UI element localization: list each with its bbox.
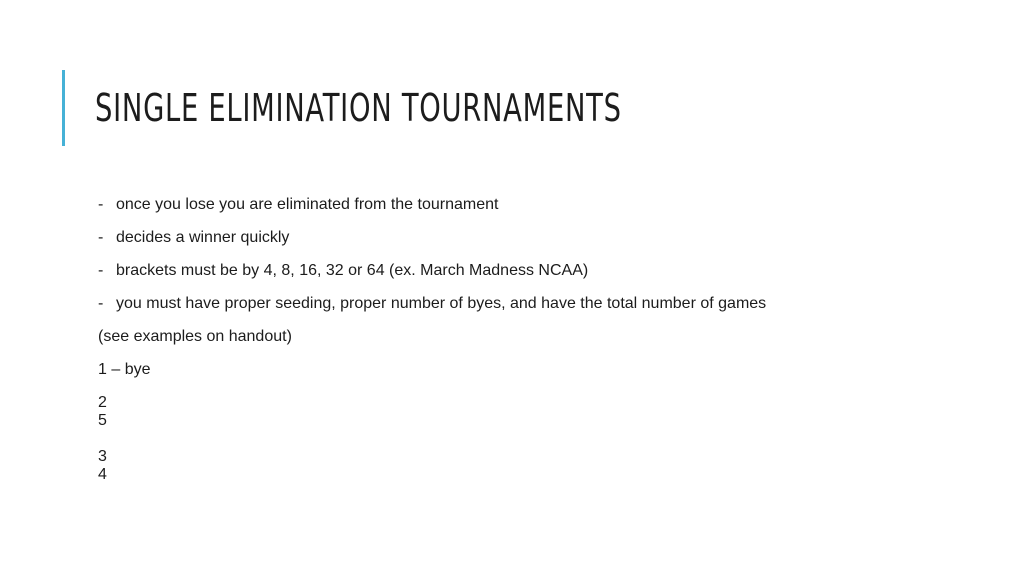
bullet-item xyxy=(98,221,978,254)
slide-title: SINGLE ELIMINATION TOURNAMENTS xyxy=(95,86,622,130)
bullet-marker: - xyxy=(98,196,104,213)
bullet-text: brackets must be by 4, 8, 16, 32 or 64 (ex. March Madness NCAA) xyxy=(116,262,589,279)
slide-body xyxy=(98,188,978,484)
bullet-text: once you lose you are eliminated from the tournament xyxy=(116,196,499,213)
seed-number: 5 xyxy=(98,412,107,429)
seed-number: 4 xyxy=(98,466,107,483)
bullet-text: decides a winner quickly xyxy=(116,229,290,246)
seed-number: 2 xyxy=(98,394,107,411)
title-accent-bar xyxy=(62,70,65,146)
matchup-pair xyxy=(98,448,978,484)
bullet-item xyxy=(98,254,978,287)
bullet-item xyxy=(98,287,978,320)
bullet-marker: - xyxy=(98,262,104,279)
matchup-pair xyxy=(98,394,978,430)
handout-note: (see examples on handout) xyxy=(98,328,292,345)
bullet-text: you must have proper seeding, proper number of byes, and have the total number of games xyxy=(116,295,767,312)
bullet-marker: - xyxy=(98,295,104,312)
seed-number: 3 xyxy=(98,448,107,465)
bullet-item xyxy=(98,188,978,221)
bullet-marker: - xyxy=(98,229,104,246)
bye-line: 1 – bye xyxy=(98,361,151,378)
